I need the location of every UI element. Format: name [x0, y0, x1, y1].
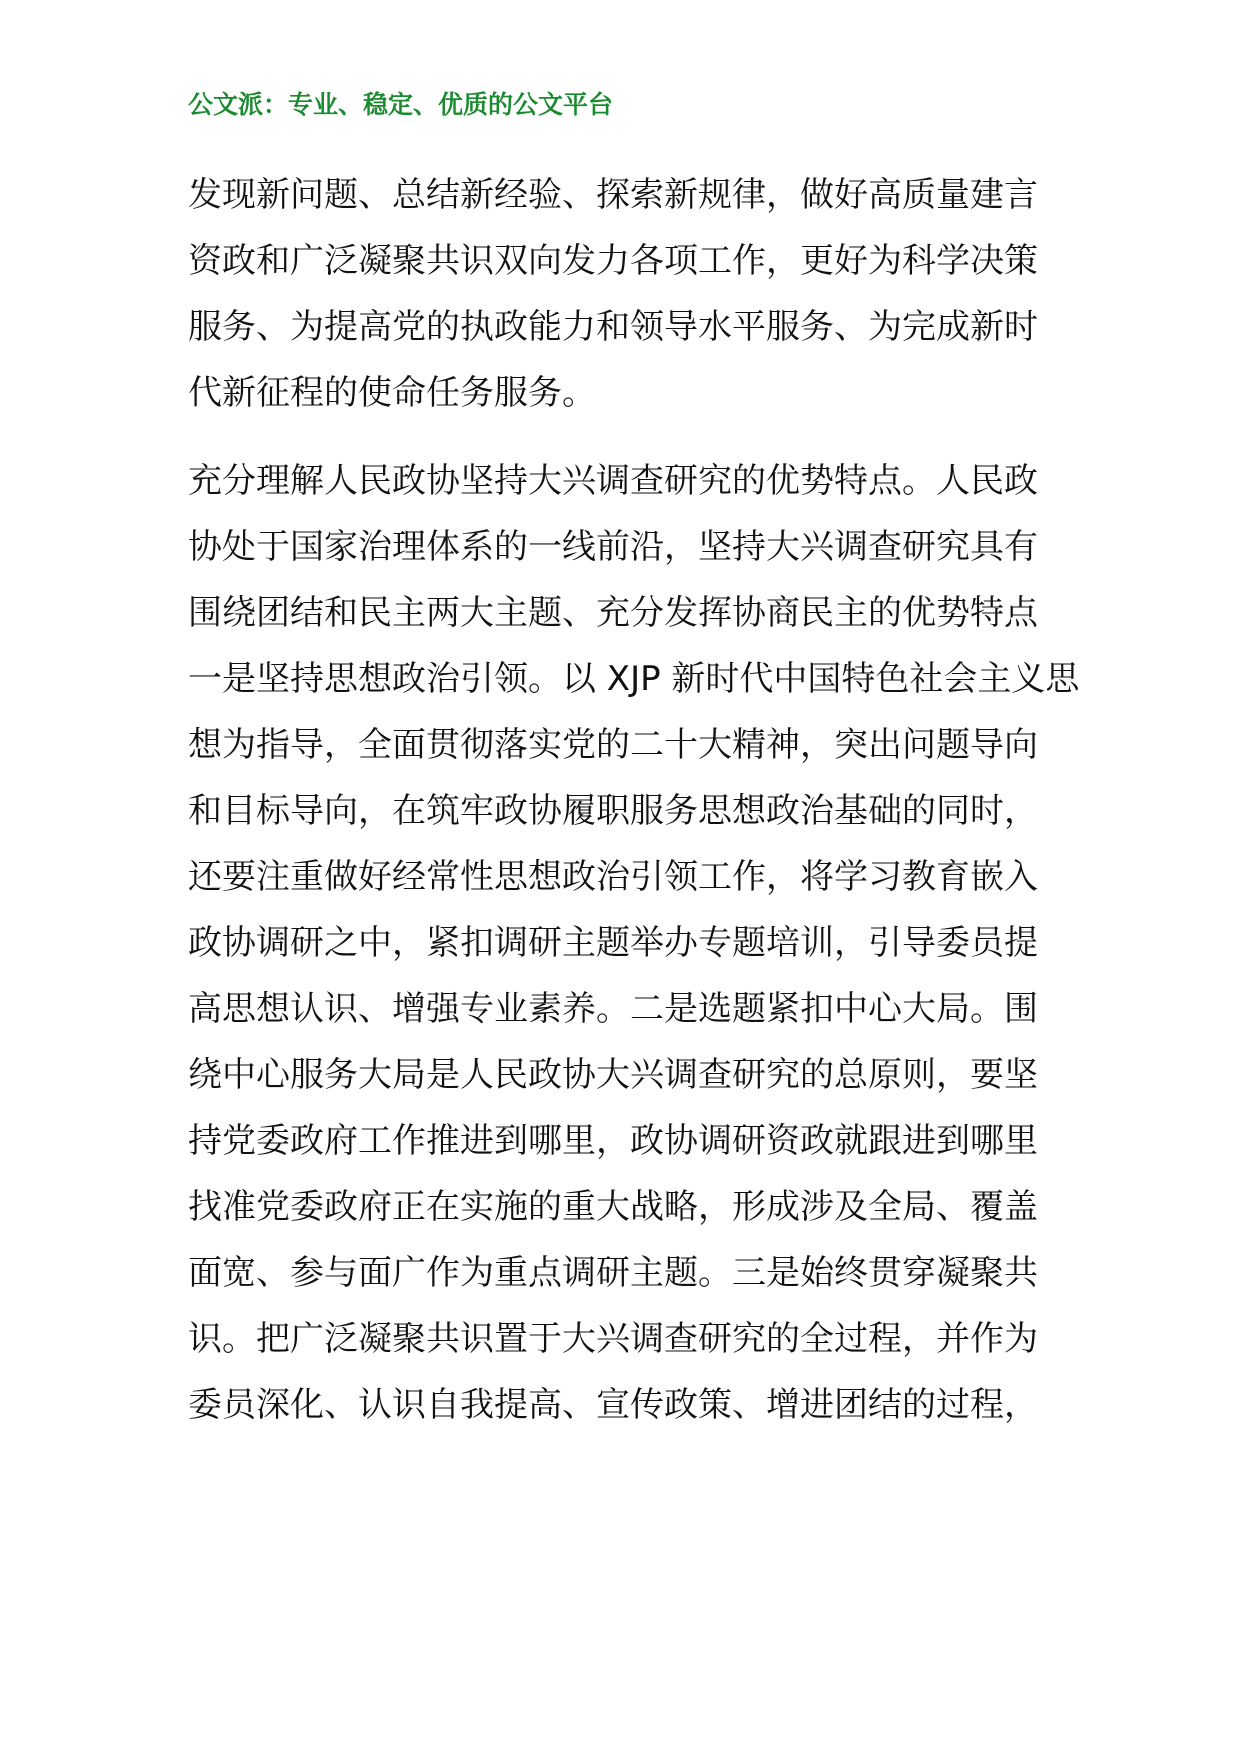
text-line: 持党委政府工作推进到哪里，政协调研资政就跟进到哪里: [188, 1121, 1038, 1161]
text-line: 和目标导向，在筑牢政协履职服务思想政治基础的同时，: [188, 791, 1038, 831]
text-line: 围绕团结和民主两大主题、充分发挥协商民主的优势特点: [188, 593, 1038, 633]
text-line: 还要注重做好经常性思想政治引领工作，将学习教育嵌入: [188, 857, 1038, 897]
text-line: 资政和广泛凝聚共识双向发力各项工作，更好为科学决策: [188, 241, 1038, 281]
text-line: 发现新问题、总结新经验、探索新规律，做好高质量建言: [188, 175, 1038, 215]
text-line: 想为指导，全面贯彻落实党的二十大精神，突出问题导向: [188, 725, 1038, 765]
text-line: 政协调研之中，紧扣调研主题举办专题培训，引导委员提: [188, 923, 1038, 963]
text-line: 服务、为提高党的执政能力和领导水平服务、为完成新时: [188, 307, 1038, 347]
text-line: 高思想认识、增强专业素养。二是选题紧扣中心大局。围: [188, 989, 1038, 1029]
text-line: 协处于国家治理体系的一线前沿，坚持大兴调查研究具有: [188, 527, 1038, 567]
text-line: 充分理解人民政协坚持大兴调查研究的优势特点。人民政: [188, 461, 1038, 501]
text-line: 代新征程的使命任务服务。: [188, 373, 596, 413]
text-line: 面宽、参与面广作为重点调研主题。三是始终贯穿凝聚共: [188, 1253, 1038, 1293]
text-line: 找准党委政府正在实施的重大战略，形成涉及全局、覆盖: [188, 1187, 1038, 1227]
site-header-tagline: 公文派：专业、稳定、优质的公文平台: [188, 90, 614, 119]
text-line: 委员深化、认识自我提高、宣传政策、增进团结的过程，: [188, 1385, 1038, 1425]
text-line: 一是坚持思想政治引领。以 XJP 新时代中国特色社会主义思: [188, 659, 1080, 699]
text-line: 识。把广泛凝聚共识置于大兴调查研究的全过程，并作为: [188, 1319, 1038, 1359]
text-line: 绕中心服务大局是人民政协大兴调查研究的总原则，要坚: [188, 1055, 1038, 1095]
